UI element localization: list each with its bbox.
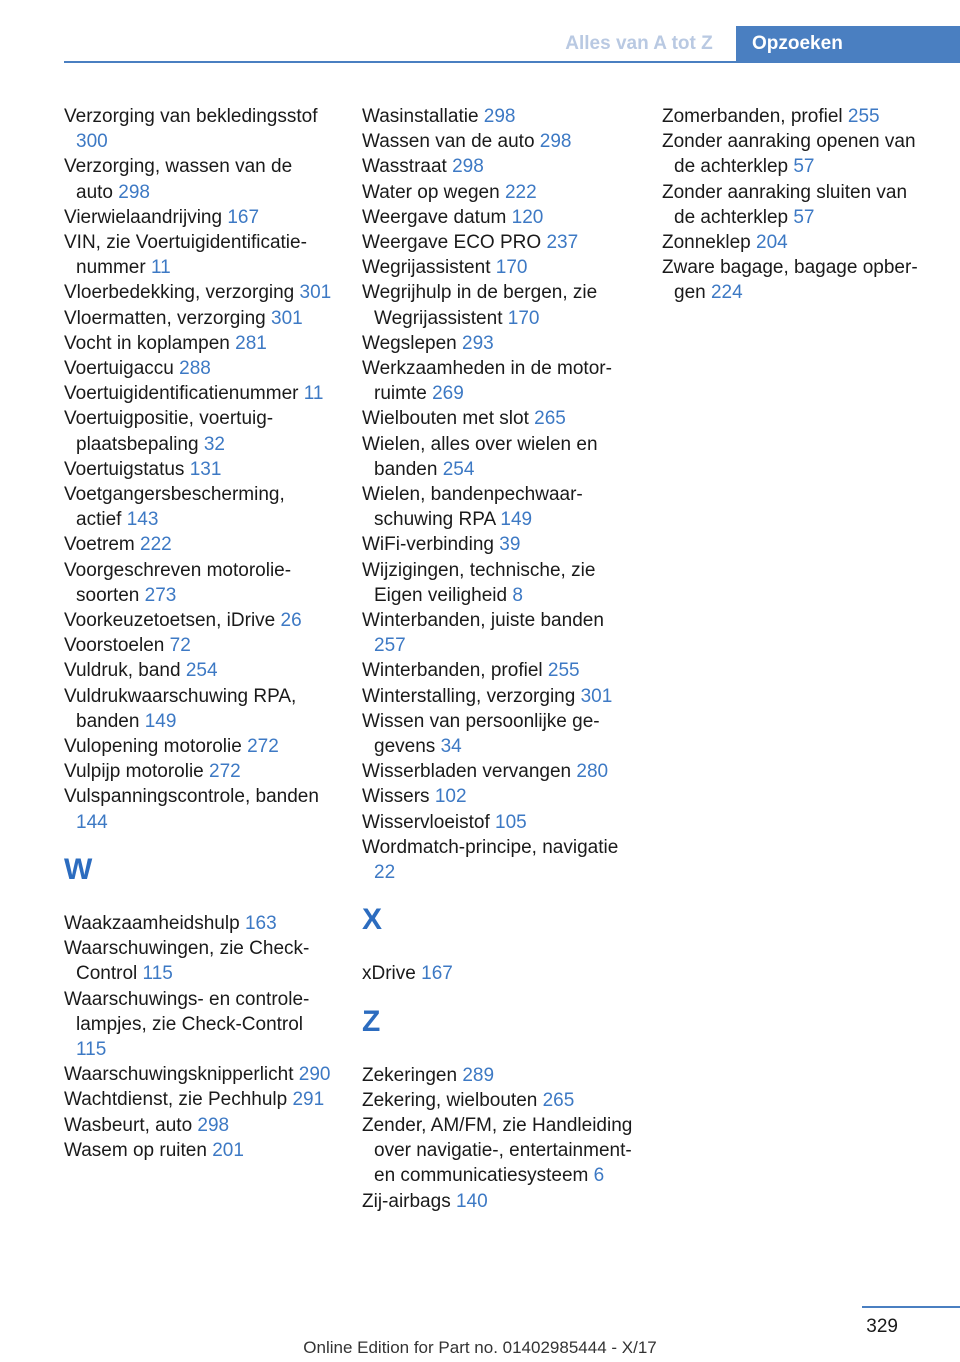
index-entry	[362, 154, 634, 179]
index-entry	[64, 1062, 334, 1087]
page-reference-link[interactable]: 281	[235, 332, 267, 354]
index-entry	[362, 961, 634, 986]
index-entry	[362, 280, 634, 330]
entry-term: Wordmatch-principe, navigatie	[362, 836, 619, 858]
page-reference-link[interactable]: 22	[374, 862, 396, 884]
page-reference-link[interactable]: 140	[455, 1190, 488, 1212]
entry-term: Zekeringen	[362, 1064, 458, 1086]
entry-term: Zonder aanraking openen van de achterklep	[662, 131, 916, 178]
page-reference-link[interactable]: 149	[144, 710, 177, 732]
page-reference-link[interactable]: 255	[547, 660, 580, 682]
edition-footer: Online Edition for Part no. 01402985444 - X/17	[303, 1338, 657, 1357]
index-entry	[64, 608, 334, 633]
entry-term: Wielbouten met slot	[362, 408, 529, 430]
entry-term: Weergave datum	[362, 206, 507, 228]
entry-term: Wassen van de auto	[362, 131, 535, 153]
page-reference-link[interactable]: 280	[576, 761, 609, 783]
page-reference-link[interactable]: 237	[546, 232, 579, 254]
page-reference-link[interactable]: 254	[442, 458, 475, 480]
entry-term: Wegrijhulp in de bergen, zie Wegrijassistent	[362, 282, 598, 329]
entry-term: Voertuigidentificatienummer	[64, 383, 299, 405]
index-entry	[362, 810, 634, 835]
page-reference-link[interactable]: 298	[483, 106, 516, 127]
section-letter: X	[362, 903, 383, 937]
index-entry	[362, 255, 634, 280]
page-number: 329	[866, 1316, 898, 1337]
index-entry	[362, 230, 634, 255]
entry-term: Waakzaamheidshulp	[64, 912, 240, 934]
index-entry	[362, 356, 634, 406]
index-entry	[64, 280, 334, 305]
index-entry	[362, 558, 634, 608]
page-reference-link[interactable]: 57	[793, 206, 815, 228]
entry-term: Vloermatten, verzorging	[64, 307, 266, 329]
index-entry	[362, 1189, 634, 1214]
index-entry	[64, 230, 334, 280]
entry-term: Vulopening motorolie	[64, 736, 242, 758]
page-reference-link[interactable]: 8	[512, 584, 523, 606]
index-entry	[64, 406, 334, 456]
entry-term: Wasstraat	[362, 156, 447, 178]
entry-term: Zonneklep	[662, 232, 751, 254]
page-reference-link[interactable]: 143	[126, 509, 159, 531]
entry-term: Vloerbedekking, verzorging	[64, 282, 295, 304]
entry-term: Voorgeschreven motoroliesoorten	[64, 559, 292, 606]
page-reference-link[interactable]: 11	[303, 383, 324, 405]
entry-term: Wissers	[362, 786, 430, 808]
entry-term: Wijzigingen, technische, zie Eigen veiligheid	[362, 559, 596, 606]
entry-term: Verzorging van bekledingsstof	[64, 106, 318, 127]
page-reference-link[interactable]: 298	[539, 131, 572, 153]
index-entry	[64, 1113, 334, 1138]
index-entry	[362, 331, 634, 356]
index-entry	[64, 987, 334, 1063]
index-entry	[64, 1087, 334, 1112]
index-column-3	[662, 104, 932, 306]
page-reference-link[interactable]: 115	[142, 963, 173, 985]
entry-term: Wielen, alles over wielen en banden	[362, 433, 598, 480]
index-entry	[362, 1088, 634, 1113]
page-reference-link[interactable]: 167	[421, 963, 453, 985]
page-reference-link[interactable]: 72	[169, 635, 191, 657]
index-entry	[362, 1063, 634, 1088]
page-reference-link[interactable]: 290	[298, 1064, 331, 1086]
page-reference-link[interactable]: 291	[292, 1089, 325, 1111]
entry-term: Voorstoelen	[64, 635, 165, 657]
index-entry	[64, 457, 334, 482]
index-entry	[64, 936, 334, 986]
page-reference-link[interactable]: 131	[189, 458, 222, 480]
entry-term: Wasinstallatie	[362, 106, 479, 127]
page-reference-link[interactable]: 11	[150, 257, 171, 279]
entry-term: Wasbeurt, auto	[64, 1114, 193, 1136]
index-entry	[64, 784, 334, 834]
page-reference-link[interactable]: 144	[76, 811, 108, 833]
index-entry	[64, 759, 334, 784]
index-entry	[662, 230, 932, 255]
entry-term: Wielen, bandenpechwaarschuwing RPA	[362, 484, 583, 531]
page-reference-link[interactable]: 149	[500, 509, 533, 531]
page-reference-link[interactable]: 222	[140, 534, 172, 556]
index-entry	[64, 154, 334, 204]
index-entry	[362, 684, 634, 709]
entry-term: Wasem op ruiten	[64, 1139, 207, 1161]
page-reference-link[interactable]: 272	[209, 761, 241, 783]
index-entry	[362, 658, 634, 683]
index-entry	[662, 180, 932, 230]
page-reference-link[interactable]: 257	[374, 635, 406, 657]
page-reference-link[interactable]: 293	[462, 332, 494, 354]
entry-term: Vuldrukwaarschuwing RPA, banden	[64, 685, 297, 732]
entry-term: Vocht in koplampen	[64, 332, 230, 354]
entry-term: Voetrem	[64, 534, 135, 556]
index-entry	[64, 381, 334, 406]
page-reference-link[interactable]: 170	[507, 307, 540, 329]
index-entry	[64, 911, 334, 936]
entry-term: Verzorging, wassen van de auto	[64, 156, 293, 203]
page-reference-link[interactable]: 289	[462, 1064, 495, 1086]
entry-term: Waarschuwingen, zie Check-Control	[64, 938, 310, 985]
entry-term: Water op wegen	[362, 181, 500, 203]
entry-term: Zomerbanden, profiel	[662, 106, 843, 127]
page-reference-link[interactable]: 170	[495, 257, 528, 279]
page-reference-link[interactable]: 120	[511, 206, 544, 228]
entry-term: Voertuigaccu	[64, 358, 174, 380]
index-column-1	[64, 104, 334, 1163]
entry-term: Voertuigstatus	[64, 458, 185, 480]
page-reference-link[interactable]: 288	[179, 358, 211, 380]
entry-term: Zij-airbags	[362, 1190, 451, 1212]
page-reference-link[interactable]: 39	[499, 534, 521, 556]
header-divider	[64, 61, 960, 63]
index-entry	[64, 482, 334, 532]
index-entry	[362, 759, 634, 784]
index-entry	[362, 835, 634, 885]
entry-term: Zekering, wielbouten	[362, 1089, 538, 1111]
page-reference-link[interactable]: 34	[440, 736, 462, 758]
footer-divider	[862, 1306, 960, 1308]
page-reference-link[interactable]: 254	[185, 660, 218, 682]
entry-term: Vierwielaandrijving	[64, 206, 223, 228]
entry-term: WiFi-verbinding	[362, 534, 494, 556]
index-entry	[362, 784, 634, 809]
index-entry	[64, 558, 334, 608]
index-entry	[64, 532, 334, 557]
entry-term: Waarschuwingsknipperlicht	[64, 1064, 294, 1086]
page-reference-link[interactable]: 32	[203, 433, 225, 455]
page-reference-link[interactable]: 273	[144, 584, 177, 606]
page-reference-link[interactable]: 272	[247, 736, 279, 758]
entry-term: Zender, AM/FM, zie Handleiding over navigatie-, entertainment- en communicatiesysteem	[362, 1114, 633, 1187]
entry-term: Wachtdienst, zie Pechhulp	[64, 1089, 288, 1111]
page-reference-link[interactable]: 265	[534, 408, 566, 430]
section-letter: W	[64, 852, 93, 886]
page-reference-link[interactable]: 301	[580, 685, 613, 707]
index-entry	[362, 180, 634, 205]
page-reference-link[interactable]: 298	[452, 156, 484, 178]
index-entry	[362, 129, 634, 154]
index-entry	[64, 306, 334, 331]
page-reference-link[interactable]: 204	[756, 232, 788, 254]
entry-term: Winterbanden, profiel	[362, 660, 543, 682]
entry-term: Zonder aanraking sluiten van de achterklep	[662, 181, 908, 228]
index-entry	[64, 104, 334, 154]
entry-term: Voetgangersbescherming, actief	[64, 484, 285, 531]
page-reference-link[interactable]: 298	[197, 1114, 230, 1136]
index-entry	[662, 129, 932, 179]
index-entry	[362, 1113, 634, 1189]
index-entry	[64, 734, 334, 759]
page-reference-link[interactable]: 102	[434, 786, 467, 808]
index-entry	[662, 255, 932, 305]
page-reference-link[interactable]: 167	[227, 206, 260, 228]
entry-term: Winterbanden, juiste banden	[362, 610, 604, 632]
index-entry	[362, 432, 634, 482]
entry-term: Weergave ECO PRO	[362, 232, 542, 254]
index-entry	[64, 658, 334, 683]
index-entry	[362, 532, 634, 557]
index-entry	[64, 205, 334, 230]
page-reference-link[interactable]: 115	[76, 1038, 107, 1060]
entry-term: VIN, zie Voertuigidentificatienummer	[64, 232, 307, 279]
page-header	[0, 26, 960, 62]
entry-term: Werkzaamheden in de motorruimte	[362, 358, 612, 405]
entry-term: Wegslepen	[362, 332, 457, 354]
index-entry	[362, 406, 634, 431]
entry-term: xDrive	[362, 963, 416, 985]
index-entry	[362, 104, 634, 129]
tab-opzoeken[interactable]: Opzoeken	[736, 26, 960, 63]
page-reference-link[interactable]: 265	[542, 1089, 575, 1111]
index-column-2	[362, 104, 634, 1214]
page-reference-link[interactable]: 201	[212, 1139, 244, 1161]
entry-term: Vulpijp motorolie	[64, 761, 204, 783]
entry-term: Winterstalling, verzorging	[362, 685, 576, 707]
entry-term: Wissen van persoonlijke gegevens	[362, 710, 600, 758]
index-entry	[362, 709, 634, 759]
index-entry	[64, 633, 334, 658]
entry-term: Voorkeuzetoetsen, iDrive	[64, 610, 276, 632]
entry-term: Voertuigpositie, voertuigplaatsbepaling	[64, 408, 274, 455]
page-reference-link[interactable]: 222	[504, 181, 537, 203]
index-entry	[64, 684, 334, 734]
index-entry	[64, 331, 334, 356]
index-entry	[64, 356, 334, 381]
page-reference-link[interactable]: 298	[118, 181, 150, 203]
index-entry	[362, 608, 634, 658]
page-reference-link[interactable]: 255	[847, 106, 880, 127]
page-reference-link[interactable]: 57	[793, 156, 815, 178]
index-entry	[362, 205, 634, 230]
index-entry	[64, 1138, 334, 1163]
entry-term: Wisservloeistof	[362, 811, 490, 833]
page-reference-link[interactable]: 105	[495, 811, 527, 833]
page-reference-link[interactable]: 300	[76, 131, 108, 153]
page-reference-link[interactable]: 269	[432, 383, 464, 405]
page-reference-link[interactable]: 6	[593, 1165, 605, 1187]
index-entry	[662, 104, 932, 129]
entry-term: Waarschuwings- en controlelampjes, zie Check-Control	[64, 988, 310, 1035]
entry-term: Zware bagage, bagage opbergen	[662, 257, 918, 304]
entry-term: Vuldruk, band	[64, 660, 181, 682]
page-reference-link[interactable]: 224	[710, 282, 743, 304]
entry-term: Wisserbladen vervangen	[362, 761, 572, 783]
index-entry	[362, 482, 634, 532]
page-reference-link[interactable]: 301	[271, 307, 303, 329]
entry-term: Vulspanningscontrole, banden	[64, 786, 319, 808]
entry-term: Wegrijassistent	[362, 257, 491, 279]
page-reference-link[interactable]: 26	[280, 610, 302, 632]
page-reference-link[interactable]: 301	[299, 282, 332, 304]
section-letter: Z	[362, 1004, 381, 1038]
page-reference-link[interactable]: 163	[244, 912, 277, 934]
tab-alles-van-a-tot-z[interactable]: Alles van A tot Z	[565, 33, 713, 54]
